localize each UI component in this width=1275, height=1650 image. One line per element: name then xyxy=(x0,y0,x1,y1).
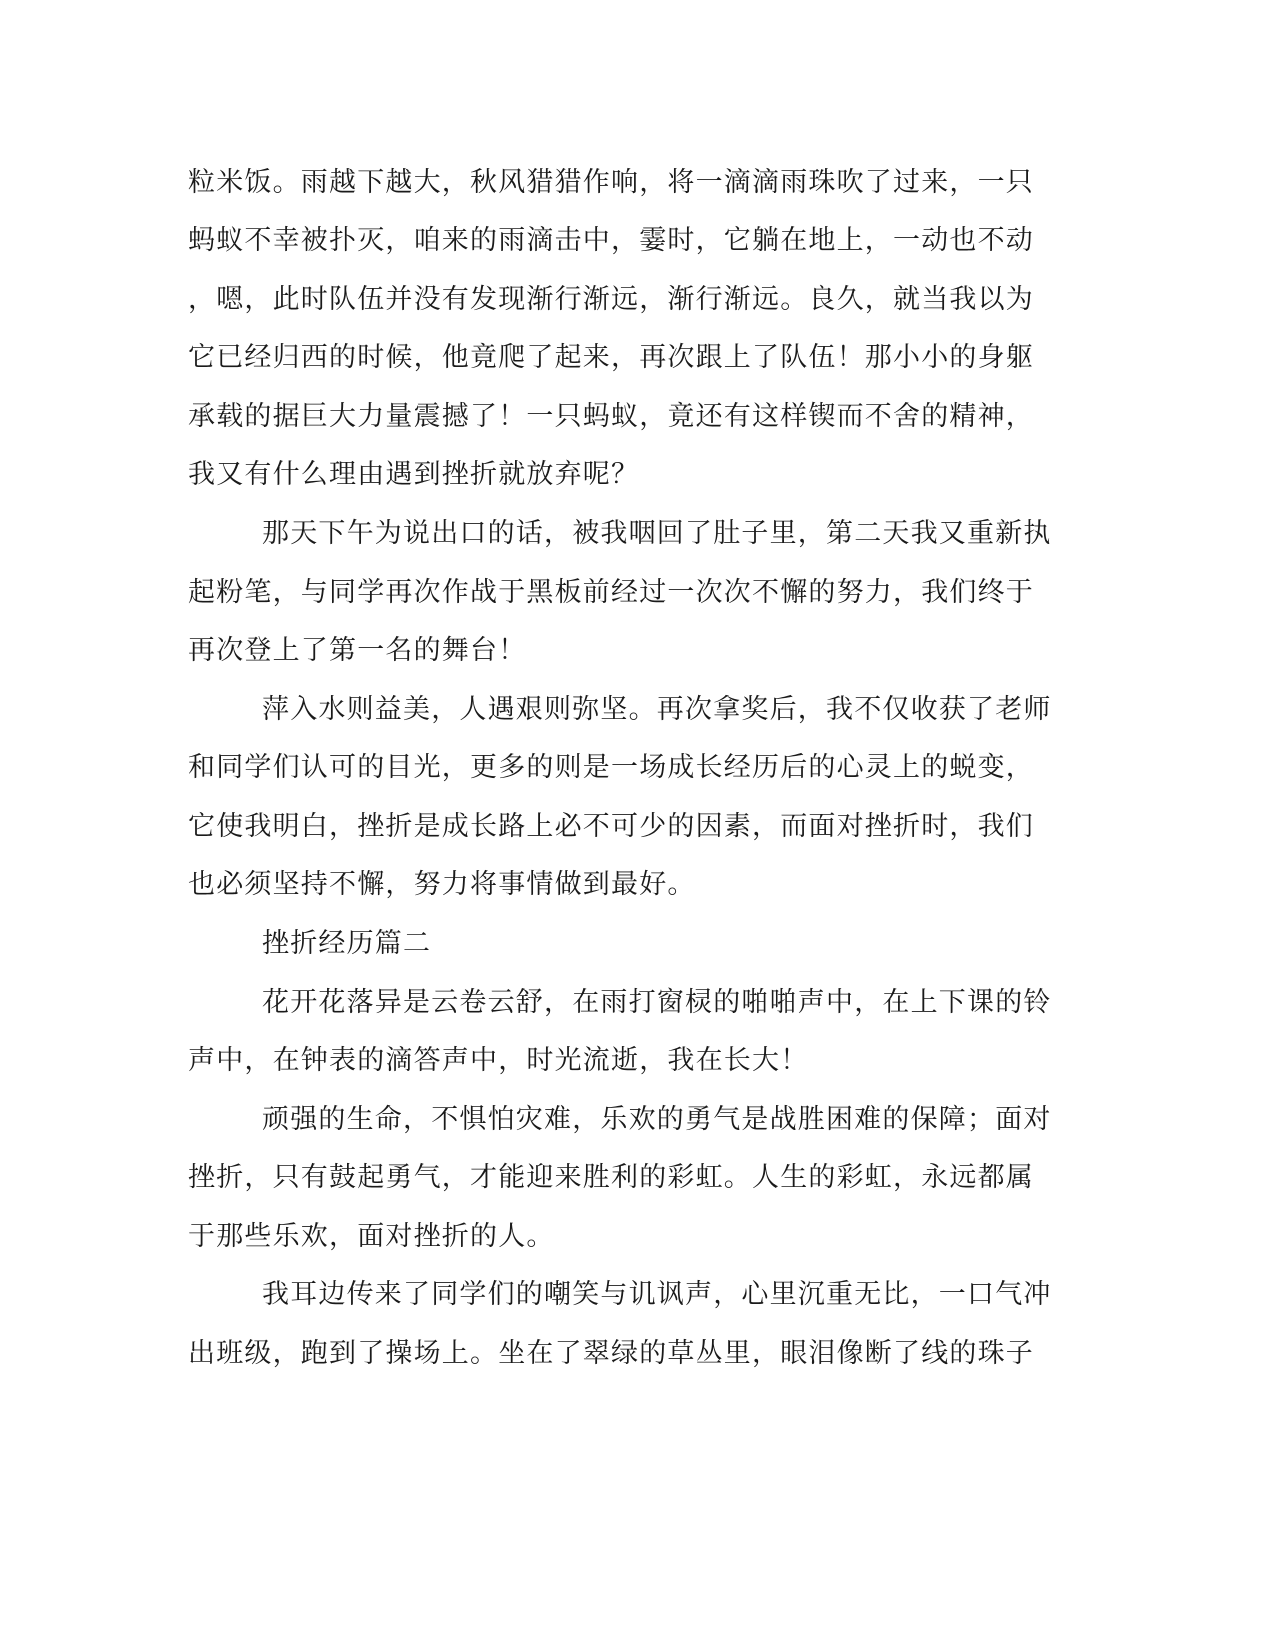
text-line: 挫折，只有鼓起勇气，才能迎来胜利的彩虹。人生的彩虹，永远都属 xyxy=(188,1162,1034,1193)
text-line: 蚂蚁不幸被扑灭，咱来的雨滴击中，霎时，它躺在地上，一动也不动 xyxy=(188,225,1034,256)
text-line: 再次登上了第一名的舞台！ xyxy=(188,635,527,666)
paragraph-first-line: 花开花落异是云卷云舒，在雨打窗棂的啪啪声中，在上下课的铃 xyxy=(262,987,1052,1018)
paragraph-first-line: 萍入水则益美，人遇艰则弥坚。再次拿奖后，我不仅收获了老师 xyxy=(262,694,1052,725)
text-line: 声中，在钟表的滴答声中，时光流逝，我在长大！ xyxy=(188,1045,809,1076)
text-line: 也必须坚持不懈，努力将事情做到最好。 xyxy=(188,869,696,900)
text-line: 和同学们认可的目光，更多的则是一场成长经历后的心灵上的蜕变， xyxy=(188,752,1034,783)
text-line: 它已经归西的时候，他竟爬了起来，再次跟上了队伍！那小小的身躯 xyxy=(188,342,1034,373)
text-line: 于那些乐欢，面对挫折的人。 xyxy=(188,1221,555,1252)
text-line: 承载的据巨大力量震撼了！一只蚂蚁，竟还有这样锲而不舍的精神， xyxy=(188,401,1034,432)
text-line: 我又有什么理由遇到挫折就放弃呢？ xyxy=(188,459,640,490)
text-line: 出班级，跑到了操场上。坐在了翠绿的草丛里，眼泪像断了线的珠子 xyxy=(188,1338,1034,1369)
text-line: 它使我明白，挫折是成长路上必不可少的因素，而面对挫折时，我们 xyxy=(188,811,1034,842)
paragraph-first-line: 顽强的生命，不惧怕灾难，乐欢的勇气是战胜困难的保障；面对 xyxy=(262,1104,1052,1135)
text-line: 粒米饭。雨越下越大，秋风猎猎作响，将一滴滴雨珠吹了过来，一只 xyxy=(188,167,1034,198)
section-heading: 挫折经历篇二 xyxy=(262,928,432,959)
text-line: ，嗯，此时队伍并没有发现渐行渐远，渐行渐远。良久，就当我以为 xyxy=(188,284,1034,315)
text-line: 起粉笔，与同学再次作战于黑板前经过一次次不懈的努力，我们终于 xyxy=(188,577,1034,608)
paragraph-first-line: 那天下午为说出口的话，被我咽回了肚子里，第二天我又重新执 xyxy=(262,518,1052,549)
paragraph-first-line: 我耳边传来了同学们的嘲笑与讥讽声，心里沉重无比，一口气冲 xyxy=(262,1279,1052,1310)
